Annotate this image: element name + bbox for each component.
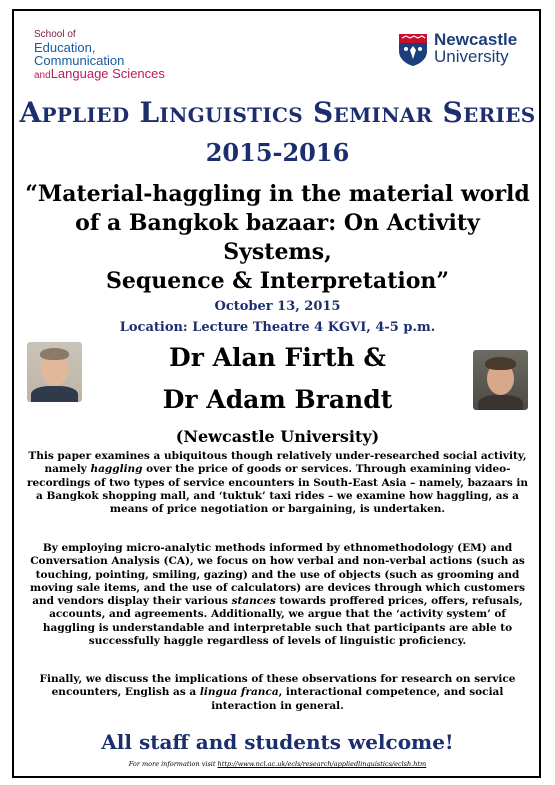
seminar-year: 2015-2016 — [205, 138, 350, 167]
abstract-p3-text-b: , interactional competence, and social interaction in general. — [211, 686, 504, 712]
university-wordmark — [434, 31, 517, 65]
abstract-p2-text-a: By employing micro-analytic methods informed by ethnomethodology (EM) and Conversation Analysis (CA), we focus on how verbal and non-verbal actions (such as touching, pointing, smiling, gazing) and the use of objects (such as grooming and moving sale items, and the use of calculators) are devices through which customers and vendors display their various — [29, 542, 526, 608]
abstract-p3-emphasis: lingua franca — [199, 686, 279, 699]
university-name-line1: Newcastle — [434, 30, 518, 49]
talk-title-line3: Sequence & Interpretation” — [105, 268, 450, 294]
newcastle-university-logo — [398, 31, 533, 79]
university-crest-icon — [398, 33, 428, 67]
abstract-paragraph-1 — [22, 450, 533, 516]
talk-title-line1: “Material-haggling in the material world — [25, 181, 530, 207]
talk-date: October 13, 2015 — [214, 299, 341, 314]
abstract-paragraph-3 — [22, 673, 533, 713]
school-logo — [34, 28, 165, 82]
school-logo-line2: Education, — [34, 40, 96, 55]
abstract-p2-emphasis: stances — [231, 595, 276, 608]
speaker-affiliation: (Newcastle University) — [175, 427, 380, 446]
school-logo-line4 — [34, 67, 165, 82]
abstract-paragraph-2 — [22, 542, 533, 648]
speaker2-name: Dr Adam Brandt — [162, 385, 393, 414]
more-info — [0, 760, 555, 768]
abstract-p1-text-a: This paper examines a ubiquitous though relatively under-researched social activity, namely — [28, 450, 527, 476]
abstract-p1-text-b: over the price of goods or services. Through examining video-recordings of two types of service encounters in South-East Asia – namely, bazaars in a Bangkok shopping mall, and ‘tuktuk’ taxi rides – we examine how haggling, as a means of price negotiation or bargaining, is undertaken. — [26, 463, 529, 516]
abstract-p3-text-a: Finally, we discuss the implications of these observations for research on service encounters, English as a — [39, 673, 516, 699]
talk-title-line2: of a Bangkok bazaar: On Activity Systems, — [75, 210, 480, 265]
school-logo-and: and — [34, 70, 51, 81]
speaker1-name: Dr Alan Firth & — [169, 343, 386, 372]
abstract-p2-text-b: towards proffered prices, offers, refusals, accounts, and agreements. Additionally, we argue that the ‘activity system’ of haggling is understandable and interpretable such that participants are able to successfully haggle regardless of levels of linguistic proficiency. — [42, 595, 523, 648]
school-logo-line4-rest: Language Sciences — [50, 66, 165, 81]
school-logo-line3: Communication — [34, 53, 125, 68]
more-info-link[interactable]: http://www.ncl.ac.uk/ecls/research/appliedlinguistics/eclsh.htm — [217, 760, 427, 768]
talk-location: Location: Lecture Theatre 4 KGVI, 4-5 p.m. — [119, 320, 436, 335]
abstract-p1-emphasis: haggling — [90, 463, 143, 476]
talk-title — [20, 180, 535, 296]
more-info-prefix: For more information visit — [128, 760, 218, 768]
welcome-message: All staff and students welcome! — [101, 730, 454, 754]
seminar-series-title: Applied Linguistics Seminar Series — [19, 96, 536, 129]
university-name-line2: University — [434, 47, 509, 66]
school-logo-line1: School of — [34, 29, 76, 40]
